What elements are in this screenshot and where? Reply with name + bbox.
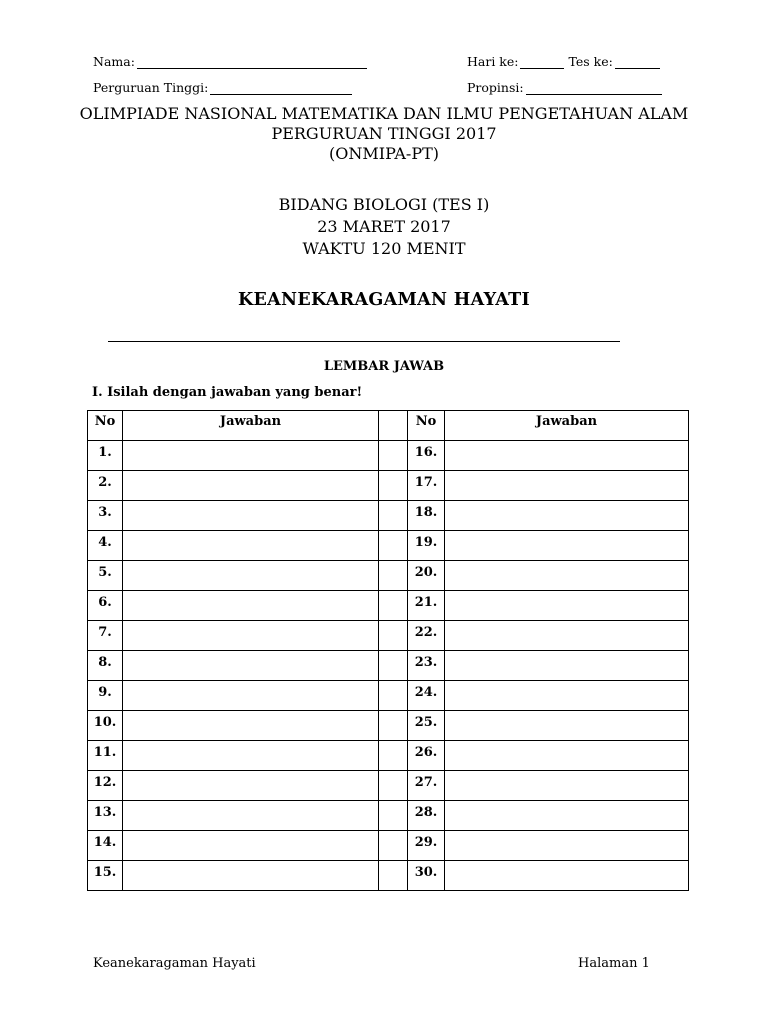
answer-cell[interactable] <box>445 561 689 591</box>
table-row <box>88 441 689 471</box>
olympiad-title-line-2: PERGURUAN TINGGI 2017 <box>271 124 497 143</box>
table-row <box>88 471 689 501</box>
spacer-cell <box>379 621 408 651</box>
olympiad-title-line-3: (ONMIPA-PT) <box>329 144 439 163</box>
question-number: 12. <box>88 771 123 801</box>
spacer-cell <box>379 861 408 891</box>
question-number: 6. <box>88 591 123 621</box>
question-number: 18. <box>408 501 445 531</box>
spacer-cell <box>379 411 408 441</box>
province-input-line[interactable] <box>526 82 662 95</box>
table-row <box>88 771 689 801</box>
spacer-cell <box>379 561 408 591</box>
question-number: 25. <box>408 711 445 741</box>
spacer-cell <box>379 471 408 501</box>
answer-cell[interactable] <box>123 861 379 891</box>
question-number: 15. <box>88 861 123 891</box>
answer-cell[interactable] <box>123 621 379 651</box>
question-number: 1. <box>88 441 123 471</box>
answer-sheet-heading: LEMBAR JAWAB <box>323 359 445 374</box>
question-number: 2. <box>88 471 123 501</box>
spacer-cell <box>379 711 408 741</box>
olympiad-title-line-1: OLIMPIADE NASIONAL MATEMATIKA DAN ILMU PENGETAHUAN ALAM <box>79 104 689 123</box>
question-number: 27. <box>408 771 445 801</box>
exam-duration: WAKTU 120 MENIT <box>302 239 466 258</box>
exam-date: 23 MARET 2017 <box>317 217 451 236</box>
table-header-row <box>88 411 689 441</box>
answer-cell[interactable] <box>123 471 379 501</box>
question-number: 19. <box>408 531 445 561</box>
day-label: Hari ke: <box>467 54 519 69</box>
question-number: 22. <box>408 621 445 651</box>
answer-cell[interactable] <box>123 771 379 801</box>
question-number: 7. <box>88 621 123 651</box>
question-number: 16. <box>408 441 445 471</box>
table-row <box>88 501 689 531</box>
question-number: 9. <box>88 681 123 711</box>
col-header-no-left: No <box>88 411 123 441</box>
question-number: 14. <box>88 831 123 861</box>
answer-cell[interactable] <box>445 501 689 531</box>
spacer-cell <box>379 591 408 621</box>
answer-cell[interactable] <box>123 651 379 681</box>
question-number: 21. <box>408 591 445 621</box>
answer-cell[interactable] <box>445 531 689 561</box>
table-row <box>88 561 689 591</box>
col-header-answer-right: Jawaban <box>445 411 689 441</box>
table-row <box>88 681 689 711</box>
answer-cell[interactable] <box>123 801 379 831</box>
answer-cell[interactable] <box>123 711 379 741</box>
answer-cell[interactable] <box>123 681 379 711</box>
province-label: Propinsi: <box>467 80 524 95</box>
name-label: Nama: <box>93 54 135 69</box>
divider-line <box>108 341 620 342</box>
table-row <box>88 741 689 771</box>
col-header-answer-left: Jawaban <box>123 411 379 441</box>
answer-cell[interactable] <box>445 441 689 471</box>
spacer-cell <box>379 741 408 771</box>
name-input-line[interactable] <box>137 56 367 69</box>
answer-cell[interactable] <box>445 801 689 831</box>
question-number: 23. <box>408 651 445 681</box>
question-number: 26. <box>408 741 445 771</box>
university-input-line[interactable] <box>210 82 352 95</box>
table-row <box>88 801 689 831</box>
spacer-cell <box>379 531 408 561</box>
day-test-field[interactable] <box>467 54 660 69</box>
question-number: 3. <box>88 501 123 531</box>
table-row <box>88 711 689 741</box>
question-number: 4. <box>88 531 123 561</box>
answer-cell[interactable] <box>123 591 379 621</box>
table-row <box>88 621 689 651</box>
topic-heading: KEANEKARAGAMAN HAYATI <box>238 290 530 310</box>
answer-cell[interactable] <box>445 471 689 501</box>
name-field[interactable] <box>93 54 367 69</box>
spacer-cell <box>379 801 408 831</box>
answer-cell[interactable] <box>445 861 689 891</box>
question-number: 11. <box>88 741 123 771</box>
table-row <box>88 591 689 621</box>
footer-title: Keanekaragaman Hayati <box>93 956 256 971</box>
answer-cell[interactable] <box>123 531 379 561</box>
university-field[interactable] <box>93 80 352 95</box>
question-number: 29. <box>408 831 445 861</box>
province-field[interactable] <box>467 80 662 95</box>
day-input-line[interactable] <box>520 56 564 69</box>
answer-table <box>87 410 689 891</box>
answer-cell[interactable] <box>123 561 379 591</box>
subject-field: BIDANG BIOLOGI (TES I) <box>278 195 490 214</box>
col-header-no-right: No <box>408 411 445 441</box>
answer-cell[interactable] <box>123 441 379 471</box>
question-number: 8. <box>88 651 123 681</box>
spacer-cell <box>379 651 408 681</box>
answer-cell[interactable] <box>445 591 689 621</box>
university-label: Perguruan Tinggi: <box>93 80 209 95</box>
spacer-cell <box>379 501 408 531</box>
table-row <box>88 861 689 891</box>
answer-cell[interactable] <box>123 501 379 531</box>
test-label: Tes ke: <box>568 54 613 69</box>
question-number: 24. <box>408 681 445 711</box>
table-row <box>88 651 689 681</box>
answer-cell[interactable] <box>445 831 689 861</box>
spacer-cell <box>379 771 408 801</box>
answer-cell[interactable] <box>445 771 689 801</box>
question-number: 30. <box>408 861 445 891</box>
question-number: 10. <box>88 711 123 741</box>
question-number: 20. <box>408 561 445 591</box>
question-number: 13. <box>88 801 123 831</box>
test-input-line[interactable] <box>615 56 660 69</box>
question-number: 28. <box>408 801 445 831</box>
question-number: 5. <box>88 561 123 591</box>
answer-cell[interactable] <box>445 621 689 651</box>
spacer-cell <box>379 441 408 471</box>
spacer-cell <box>379 831 408 861</box>
question-number: 17. <box>408 471 445 501</box>
instruction-text: I. Isilah dengan jawaban yang benar! <box>92 385 363 400</box>
answer-cell[interactable] <box>445 711 689 741</box>
answer-cell[interactable] <box>445 741 689 771</box>
answer-cell[interactable] <box>123 831 379 861</box>
table-row <box>88 531 689 561</box>
table-row <box>88 831 689 861</box>
footer-page-number: Halaman 1 <box>578 956 650 971</box>
answer-cell[interactable] <box>445 681 689 711</box>
spacer-cell <box>379 681 408 711</box>
answer-cell[interactable] <box>445 651 689 681</box>
answer-cell[interactable] <box>123 741 379 771</box>
